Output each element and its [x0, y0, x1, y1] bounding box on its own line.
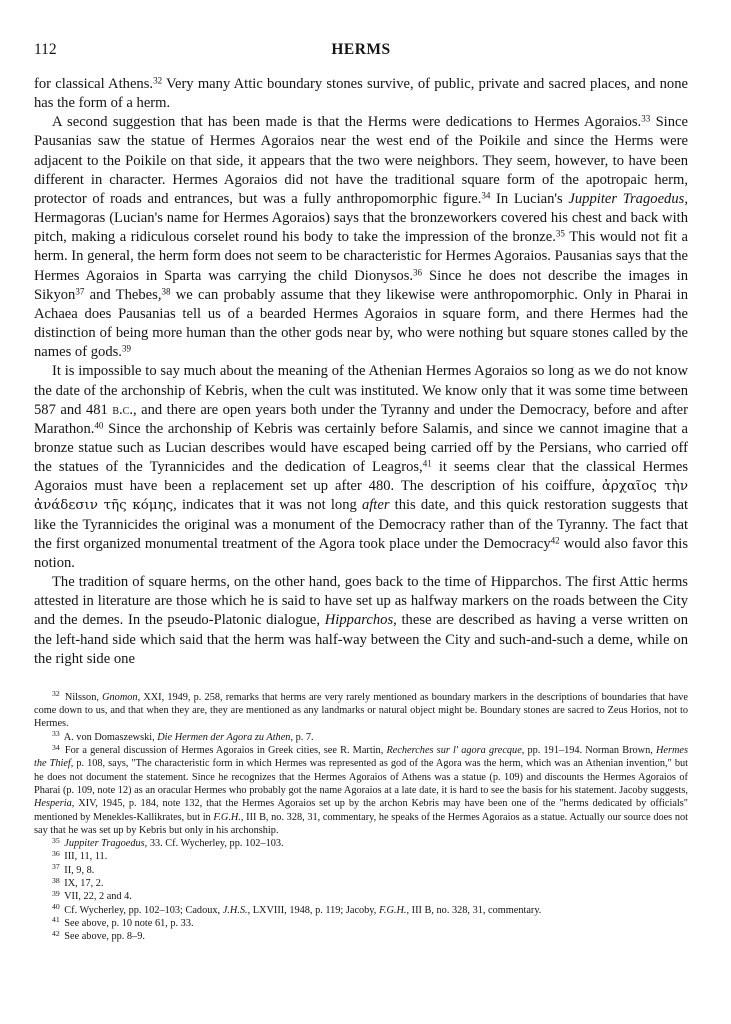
- footnote-35: $^{35}$ Juppiter Tragoedus, 33. Cf. Wycherley, pp. 102–103.: [52, 835, 284, 850]
- footnote-ref: 39: [121, 343, 132, 354]
- paragraph-2: A second suggestion that has been made is that the Herms were dedications to Hermes Agoraios.$^{33}$ Since Pausanias saw the statue of Hermes Agoraios near the west end of the Poikile and since the Herms were adjacent to the Poikile on that side, it appears that the two were neighbors. They seem, however, to have been different in character. Hermes Agoraios did not have the traditional square form of the apotropaic herm, protector of roads and entrances, but was a fully anthropomorphic figure.$^{34}$ In Lucian's Juppiter Tragoedus, Hermagoras (Lucian's name for Hermes Agoraios) says that the bronzeworkers covered his chest and back with pitch, making a ridiculous corselet round his body to take the impression of the bronze.$^{35}$ This would not fit a herm. In general, the herm form does not seem to be characteristic for Hermes Agoraios. Pausanias says that the Hermes Agoraios in Sparta was carrying the child Dionysos.$^{36}$ Since he does not describe the images in Sikyon$^{37}$ and Thebes,$^{38}$ we can probably assume that they likewise were anthropomorphic. Only in Pharai in Achaea does Pausanias tell us of a bearded Hermes Agoraios in square form, and there Hermes had the distinction of being more human than the other gods near by, who were nothing but square stones called by the names of gods.$^{39}$: [34, 113, 689, 361]
- footnote-34: $^{34}$ For a general discussion of Hermes Agoraios in Greek cities, see R. Martin, Recherches sur l' agora grecque, pp. 191–194. Norman Brown, Hermes the Thief, p. 108, says, "The characteristic form in which Hermes was represented as god of the Agora was the herm, which was an Athenian invention," but he does not document the statement. Since he recognizes that the Hermes Agoraios of Athens was a statue (p. 109) and discounts the Hermes Agoraios of Pharai (p. 109, note 12) as an oracular Hermes who probably got the name Agoraios at a late date, it is hard to see the basis for his statement. Jacoby suggests, Hesperia, XIV, 1945, p. 184, note 132, that the Hermes Agoraios set up by the archon Kebris may have been one of the "herms dedicated by officials" mentioned by Menekles-Kallikrates, but in F.G.H., III B, no. 328, 31, commentary, he speaks of the Hermes Agoraios as a statue. Actually our source does not say that he was set up by Kebris but only in his archonship.: [34, 742, 688, 836]
- emphasis: after: [361, 497, 390, 514]
- footnote-40: $^{40}$ Cf. Wycherley, pp. 102–103; Cadoux, J.H.S., LXVIII, 1948, p. 119; Jacoby, F.G.H., III B, no. 328, 31, commentary.: [52, 902, 542, 916]
- footnote-39: $^{39}$ VII, 22, 2 and 4.: [52, 888, 132, 903]
- footnote-ref: 38: [161, 286, 171, 297]
- greek-quotation: ἀρχαῖος τὴν ἀνάδεσιν τῆς κόμης: [34, 479, 688, 514]
- work-title: Juppiter Tragoedus: [568, 190, 685, 207]
- footnote-42: $^{42}$ See above, pp. 8–9.: [52, 928, 145, 943]
- footnote-38: $^{38}$ IX, 17, 2.: [52, 875, 104, 889]
- paragraph-3: It is impossible to say much about the meaning of the Athenian Hermes Agoraios so long as we do not know the date of the archonship of Kebris, when the cult was instituted. We know only that it was some time between 587 and 481 b.c., and there are open years both under the Tyranny and under the Democracy, before and after Marathon.$^{40}$ Since the archonship of Kebris was certainly before Salamis, and since we cannot imagine that a bronze statue such as Lucian describes would have escaped being carried off by the Persians, who carried off the statues of the Tyrannicides and the dedication of Leagros,$^{41}$ it seems clear that the classical Hermes Agoraios must have been a replacement set up after 480. The description of his coiffure, ἀρχαῖος τὴν ἀνάδεσιν τῆς κόμης, indicates that it was not long after this date, and this quick restoration suggests that like the Tyrannicides the original was a monument of the Democracy rather than of the Tyranny. The fact that the first organized monumental treatment of the Agora took place under the Democracy$^{42}$ would also favor this notion.: [34, 363, 689, 571]
- paragraph-4: The tradition of square herms, on the other hand, goes back to the time of Hipparchos. The first Attic herms attested in literature are those which he is said to have set up as halfway markers on the roads between the City and the demes. In the pseudo-Platonic dialogue, Hipparchos, these are described as having a verse written on the left-hand side which said that the herm was half-way between the City and such-and-such a deme, while on the right side one: [34, 574, 688, 667]
- body-text: [34, 75, 688, 669]
- page-number: 112: [34, 41, 57, 58]
- footnote-32: $^{32}$ Nilsson, Gnomon, XXI, 1949, p. 258, remarks that herms are very rarely mentioned as boundary markers in the descriptions of boundaries that have come down to us, and that when they are, they are mentioned as any landmarks or natural object might be. Boundary stones are sacred to Zeus Horios, not to Hermes.: [34, 689, 688, 730]
- footnote-ref: 34: [481, 190, 491, 201]
- footnote-33: $^{33}$ A. von Domaszewski, Die Hermen der Agora zu Athen, p. 7.: [52, 729, 314, 743]
- footnote-41: $^{41}$ See above, p. 10 note 61, p. 33.: [52, 915, 194, 929]
- footnote-ref: 42: [550, 535, 560, 546]
- page-header: [34, 41, 688, 63]
- footnote-ref: 33: [641, 113, 651, 124]
- page: [34, 41, 688, 943]
- footnote-ref: 41: [422, 458, 432, 469]
- footnote-ref: 40: [94, 420, 104, 431]
- footnote-37: $^{37}$ II, 9, 8.: [52, 862, 95, 876]
- footnotes: [34, 691, 688, 944]
- footnote-ref: 37: [75, 286, 85, 297]
- work-title: Hipparchos: [324, 612, 394, 629]
- footnote-ref: 32: [153, 75, 163, 86]
- footnote-ref: 35: [555, 228, 565, 239]
- footnote-ref: 36: [413, 267, 423, 278]
- footnote-36: $^{36}$ III, 11, 11.: [52, 848, 108, 863]
- small-caps-era: b.c.: [112, 401, 133, 418]
- paragraph-1: for classical Athens.$^{32}$ Very many Attic boundary stones survive, of public, private and sacred places, and none has the form of a herm.: [34, 75, 688, 112]
- running-title: HERMS: [331, 41, 391, 58]
